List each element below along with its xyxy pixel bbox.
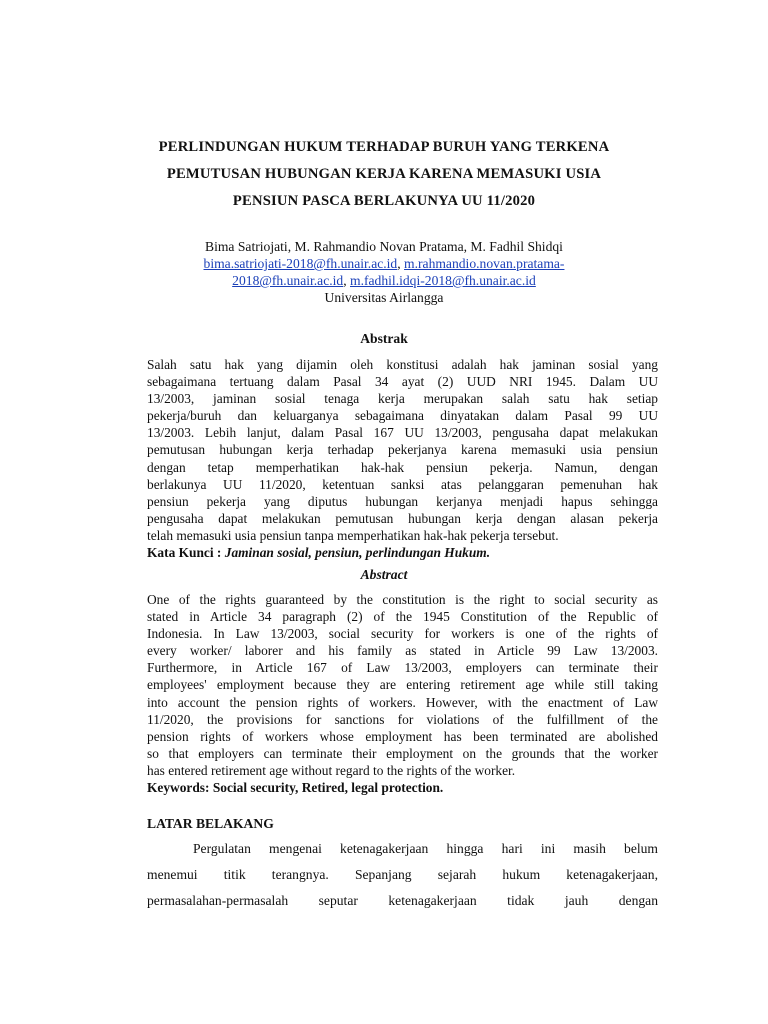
email-link-fadhil[interactable]: m.fadhil.idqi-2018@fh.unair.ac.id bbox=[350, 273, 536, 288]
body-line: menemui titik terangnya. Sepanjang sejarah hukum ketenagakerjaan, bbox=[147, 867, 658, 882]
keywords-line: Keywords: Social security, Retired, legal protection. bbox=[147, 780, 444, 796]
abstrak-line: berlakunya UU 11/2020, ketentuan sanksi atas pelanggaran pemenuhan hak bbox=[147, 476, 658, 492]
abstract-line: Furthermore, in Article 167 of Law 13/2003, employers can terminate their bbox=[147, 660, 658, 676]
abstract-body bbox=[147, 591, 658, 796]
abstract-line: employees' employment because they are entering retirement age while still taking bbox=[147, 677, 658, 693]
title-line-2: PEMUTUSAN HUBUNGAN KERJA KARENA MEMASUKI USIA bbox=[166, 166, 602, 182]
title-line-3: PENSIUN PASCA BERLAKUNYA UU 11/2020 bbox=[232, 193, 536, 209]
email-separator: , bbox=[397, 256, 405, 271]
email-link-rahmandio-part2[interactable]: 2018@fh.unair.ac.id bbox=[232, 273, 344, 288]
email-link-rahmandio-part1[interactable]: m.rahmandio.novan.pratama- bbox=[404, 256, 565, 271]
abstrak-line: dengan tetap memperhatikan hak-hak pensiun pekerja. Namun, dengan bbox=[147, 459, 658, 475]
author-names: Bima Satriojati, M. Rahmandio Novan Pratama, M. Fadhil Shidqi bbox=[205, 239, 563, 254]
abstrak-line: 13/2003, jaminan sosial tenaga kerja merupakan salah satu hak setiap bbox=[147, 391, 658, 407]
abstract-heading: Abstract bbox=[360, 567, 408, 582]
paper-title bbox=[100, 134, 668, 215]
abstract-line: has entered retirement age without regard to the rights of the worker. bbox=[147, 762, 516, 778]
abstrak-line: pekerja/buruh dan keluarganya sebagaimana dinyatakan dalam Pasal 99 UU bbox=[147, 408, 658, 424]
abstrak-line: telah memasuki usia pensiun tanpa memperhatikan hak-hak pekerja tersebut. bbox=[147, 527, 559, 543]
abstract-line: into account the pension rights of workers. However, with the enactment of Law bbox=[147, 694, 658, 710]
kata-kunci-line bbox=[147, 544, 658, 561]
abstrak-line: 13/2003. Lebih lanjut, dalam Pasal 167 UU 13/2003, pengusaha dapat melakukan bbox=[147, 425, 658, 441]
section-heading: LATAR BELAKANG bbox=[147, 816, 274, 831]
section-body bbox=[147, 840, 658, 918]
abstract-line: stated in Article 34 paragraph (2) of the 1945 Constitution of the Republic of bbox=[147, 609, 658, 625]
kata-kunci-label: Kata Kunci : bbox=[147, 545, 225, 561]
body-line: permasalahan-permasalah seputar ketenagakerjaan tidak jauh dengan bbox=[147, 893, 658, 908]
abstract-line: 11/2020, the provisions for sanctions for violations of the fulfillment of the bbox=[147, 711, 658, 727]
abstract-line: Indonesia. In Law 13/2003, social security for workers is one of the rights of bbox=[147, 626, 658, 642]
abstract-line: pension rights of workers whose employment has been terminated are abolished bbox=[147, 728, 658, 744]
abstrak-line: sebagaimana tertuang dalam Pasal 34 ayat (2) UUD NRI 1945. Dalam UU bbox=[147, 374, 658, 390]
author-block bbox=[120, 238, 648, 306]
abstrak-heading: Abstrak bbox=[360, 331, 408, 346]
affiliation: Universitas Airlangga bbox=[324, 290, 444, 305]
email-link-bima[interactable]: bima.satriojati-2018@fh.unair.ac.id bbox=[203, 256, 398, 271]
email-line-2 bbox=[120, 272, 648, 289]
abstrak-body bbox=[147, 356, 658, 561]
abstract-line: One of the rights guaranteed by the constitution is the right to social security as bbox=[147, 592, 658, 607]
email-line-1 bbox=[120, 255, 648, 272]
kata-kunci-values: Jaminan sosial, pensiun, perlindungan Hukum. bbox=[224, 545, 491, 561]
abstrak-line: Salah satu hak yang dijamin oleh konstitusi adalah hak jaminan sosial yang bbox=[147, 357, 658, 372]
abstrak-line: pengusaha dapat melakukan pemutusan hubungan kerja dengan alasan pekerja bbox=[147, 510, 658, 526]
body-line: Pergulatan mengenai ketenagakerjaan hingga hari ini masih belum bbox=[193, 841, 658, 856]
title-line-1: PERLINDUNGAN HUKUM TERHADAP BURUH YANG TERKENA bbox=[158, 139, 610, 155]
email-separator: , bbox=[343, 273, 351, 288]
abstract-line: every worker/ laborer and his family as stated in Article 99 Law 13/2003. bbox=[147, 643, 658, 659]
abstract-line: so that employers can terminate their employment on the grounds that the worker bbox=[147, 745, 658, 761]
abstrak-line: pemutusan hubungan kerja terhadap pekerjanya karena memasuki usia pensiun bbox=[147, 442, 658, 458]
abstrak-line: pensiun pekerja yang diputus hubungan kerjanya menjadi hapus sehingga bbox=[147, 493, 658, 509]
